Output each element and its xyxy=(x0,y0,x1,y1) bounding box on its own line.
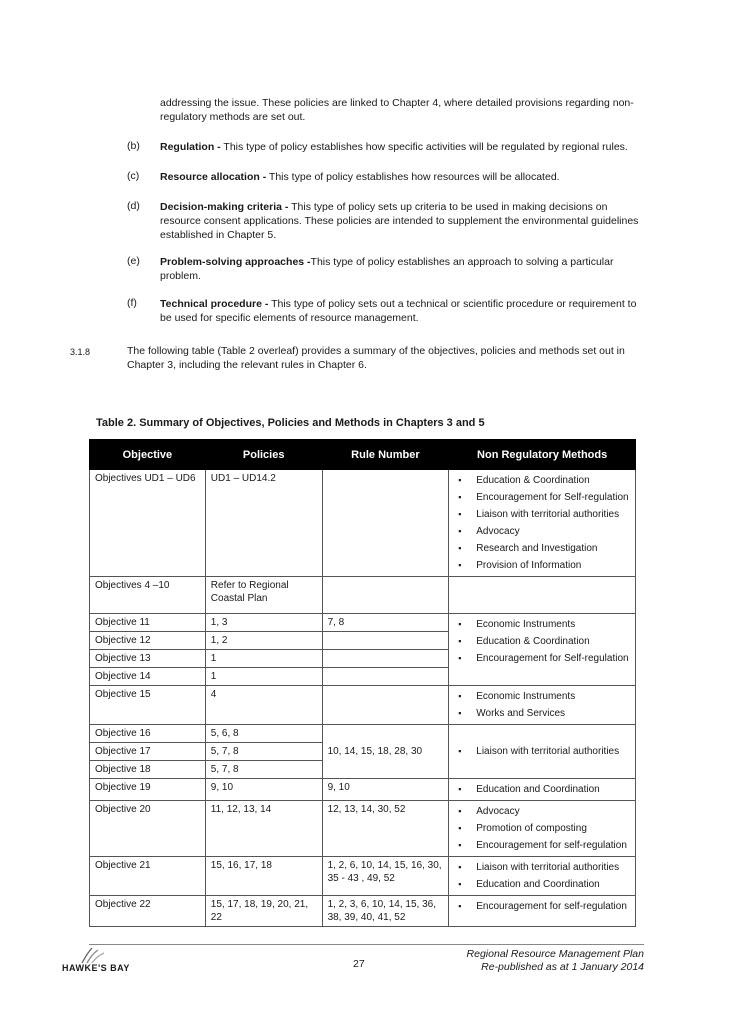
cell-methods xyxy=(449,896,636,927)
cell-policies: 5, 7, 8 xyxy=(205,743,322,761)
method-item: ▪ Advocacy xyxy=(454,803,630,820)
cell-objective: Objective 16 xyxy=(90,725,206,743)
method-item: ▪ Advocacy xyxy=(454,523,630,540)
method-item: ▪ Research and Investigation xyxy=(454,540,630,557)
cell-objective: Objective 11 xyxy=(90,614,206,632)
method-item: ▪ Economic Instruments xyxy=(454,688,630,705)
intro-continuation: addressing the issue. These policies are linked to Chapter 4, where detailed provisions regarding non-regulatory methods are set out. xyxy=(160,97,634,123)
method-item: ▪ Liaison with territorial authorities xyxy=(454,859,630,876)
cell-policies: 1 xyxy=(205,650,322,668)
cell-methods xyxy=(449,614,636,686)
method-item: ▪ Education and Coordination xyxy=(454,876,630,893)
cell-policies: Refer to Regional Coastal Plan xyxy=(205,577,322,614)
cell-rules xyxy=(322,668,449,686)
methods-list xyxy=(454,859,630,893)
cell-policies: 5, 7, 8 xyxy=(205,761,322,779)
cell-rules: 12, 13, 14, 30, 52 xyxy=(322,801,449,857)
method-item: ▪ Education and Coordination xyxy=(454,781,630,798)
methods-list xyxy=(454,803,630,854)
cell-rules: 7, 8 xyxy=(322,614,449,632)
cell-rules xyxy=(322,577,449,614)
cell-policies: 9, 10 xyxy=(205,779,322,801)
method-item: ▪ Economic Instruments xyxy=(454,616,630,633)
policy-type-letter: (f) xyxy=(127,297,137,309)
cell-policies: 4 xyxy=(205,686,322,725)
method-item: ▪ Encouragement for self-regulation xyxy=(454,837,630,854)
cell-objective: Objective 17 xyxy=(90,743,206,761)
cell-rules xyxy=(322,686,449,725)
method-item: ▪ Liaison with territorial authorities xyxy=(454,506,630,523)
cell-objective: Objective 13 xyxy=(90,650,206,668)
footer-plan-info xyxy=(467,948,644,974)
method-item: ▪ Education & Coordination xyxy=(454,472,630,489)
table-row xyxy=(90,470,636,577)
logo-mark-icon xyxy=(78,948,108,964)
cell-methods xyxy=(449,725,636,779)
table-row xyxy=(90,686,636,725)
cell-methods xyxy=(449,801,636,857)
method-item: ▪ Encouragement for Self-regulation xyxy=(454,489,630,506)
cell-objective: Objective 14 xyxy=(90,668,206,686)
plan-title: Regional Resource Management Plan xyxy=(466,948,644,960)
table-row xyxy=(90,779,636,801)
policy-type-description: This type of policy sets up criteria to be used in making decisions on resource consent applications. These policies are intended to supplement the environmental guidelines established in Chapter 5. xyxy=(160,201,639,241)
method-item: ▪ Liaison with territorial authorities xyxy=(454,743,630,760)
policy-type-description: This type of policy establishes how resources will be allocated. xyxy=(266,171,560,183)
policy-type-letter: (c) xyxy=(127,170,140,182)
policy-type-item xyxy=(160,255,650,283)
cell-policies: 5, 6, 8 xyxy=(205,725,322,743)
cell-rules xyxy=(322,470,449,577)
policy-type-item xyxy=(160,170,650,184)
cell-objective: Objective 22 xyxy=(90,896,206,927)
cell-policies: UD1 – UD14.2 xyxy=(205,470,322,577)
cell-methods xyxy=(449,857,636,896)
policy-type-description: This type of policy establishes how specific activities will be regulated by regional rules. xyxy=(220,141,628,153)
page-number: 27 xyxy=(353,958,365,970)
cell-rules: 10, 14, 15, 18, 28, 30 xyxy=(322,725,449,779)
cell-policies: 15, 17, 18, 19, 20, 21, 22 xyxy=(205,896,322,927)
header-rule-number: Rule Number xyxy=(322,440,449,470)
method-item: ▪ Encouragement for self-regulation xyxy=(454,898,630,915)
policy-type-name: Regulation - xyxy=(160,141,221,153)
policy-type-letter: (d) xyxy=(127,200,140,212)
summary-table xyxy=(89,439,636,927)
policy-type-item xyxy=(160,140,650,154)
cell-objective: Objective 12 xyxy=(90,632,206,650)
cell-rules: 9, 10 xyxy=(322,779,449,801)
section-number: 3.1.8 xyxy=(70,347,91,357)
policy-type-description: This type of policy establishes an approach to solving a particular problem. xyxy=(160,256,614,282)
cell-objective: Objectives UD1 – UD6 xyxy=(90,470,206,577)
cell-policies: 1 xyxy=(205,668,322,686)
cell-objective: Objective 19 xyxy=(90,779,206,801)
table-row xyxy=(90,857,636,896)
republished-date: Re-published as at 1 January 2014 xyxy=(481,961,644,973)
policy-type-letter: (e) xyxy=(127,255,140,267)
cell-objective: Objective 18 xyxy=(90,761,206,779)
header-policies: Policies xyxy=(205,440,322,470)
cell-policies: 11, 12, 13, 14 xyxy=(205,801,322,857)
methods-list xyxy=(454,688,630,722)
policy-type-item xyxy=(160,200,650,242)
footer-divider xyxy=(89,944,644,945)
cell-rules xyxy=(322,650,449,668)
cell-methods xyxy=(449,470,636,577)
cell-rules xyxy=(322,632,449,650)
methods-list xyxy=(454,472,630,574)
cell-policies: 1, 2 xyxy=(205,632,322,650)
table-title: Table 2. Summary of Objectives, Policies and Methods in Chapters 3 and 5 xyxy=(96,417,485,429)
method-item: ▪ Education & Coordination xyxy=(454,633,630,650)
methods-list xyxy=(454,781,630,798)
method-item: ▪ Promotion of composting xyxy=(454,820,630,837)
logo-text: HAWKE'S BAY xyxy=(62,963,130,973)
policy-type-name: Resource allocation - xyxy=(160,171,267,183)
policy-type-letter: (b) xyxy=(127,140,140,152)
methods-list xyxy=(454,898,630,915)
method-item: ▪ Encouragement for Self-regulation xyxy=(454,650,630,667)
header-non-regulatory-methods: Non Regulatory Methods xyxy=(449,440,636,470)
table-row xyxy=(90,801,636,857)
policy-type-name: Decision-making criteria - xyxy=(160,201,289,213)
table-row xyxy=(90,725,636,743)
method-item: ▪ Provision of Information xyxy=(454,557,630,574)
table-row xyxy=(90,614,636,632)
cell-objective: Objective 21 xyxy=(90,857,206,896)
policy-type-name: Problem-solving approaches - xyxy=(160,256,311,268)
method-item: ▪ Works and Services xyxy=(454,705,630,722)
policy-type-description: This type of policy sets out a technical or scientific procedure or requirement to be used for specific elements of resource management. xyxy=(160,298,637,324)
methods-list xyxy=(454,743,630,760)
policy-type-item xyxy=(160,297,650,325)
cell-rules: 1, 2, 3, 6, 10, 14, 15, 36, 38, 39, 40, 41, 52 xyxy=(322,896,449,927)
cell-objective: Objective 20 xyxy=(90,801,206,857)
cell-methods xyxy=(449,577,636,614)
table-row xyxy=(90,577,636,614)
table-row xyxy=(90,896,636,927)
policy-type-name: Technical procedure - xyxy=(160,298,269,310)
table-header-row xyxy=(90,440,636,470)
cell-objective: Objectives 4 –10 xyxy=(90,577,206,614)
methods-list xyxy=(454,616,630,667)
cell-objective: Objective 15 xyxy=(90,686,206,725)
section-text: The following table (Table 2 overleaf) provides a summary of the objectives, policies and methods set out in Chapter 3, including the relevant rules in Chapter 6. xyxy=(127,345,625,371)
header-objective: Objective xyxy=(90,440,206,470)
cell-policies: 1, 3 xyxy=(205,614,322,632)
cell-policies: 15, 16, 17, 18 xyxy=(205,857,322,896)
cell-methods xyxy=(449,686,636,725)
cell-methods xyxy=(449,779,636,801)
cell-rules: 1, 2, 6, 10, 14, 15, 16, 30, 35 - 43 , 49, 52 xyxy=(322,857,449,896)
